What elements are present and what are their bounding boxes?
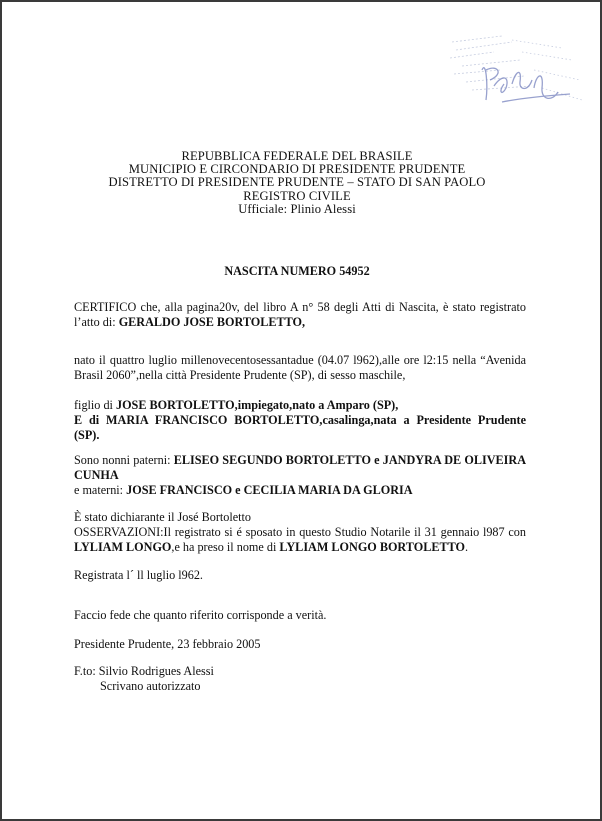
header-district: DISTRETTO DI PRESIDENTE PRUDENTE – STATO DI SAN PAOLO <box>108 175 486 190</box>
father: JOSE BORTOLETTO,impiegato,nato a Amparo (SP), <box>115 398 399 412</box>
stamp-signature <box>442 30 587 120</box>
signature-block <box>74 664 526 694</box>
header-registry: REGISTRO CIVILE <box>243 188 351 203</box>
spouse-new-name: LYLIAM LONGO BORTOLETTO <box>279 540 465 554</box>
signatory-role: Scrivano autorizzato <box>100 679 201 693</box>
registrant-name: GERALDO JOSE BORTOLETTO, <box>118 315 306 329</box>
figlio-prefix: figlio di <box>74 398 116 412</box>
place-date-text: Presidente Prudente, 23 febbraio 2005 <box>74 637 261 651</box>
birth-details: nato il quattro luglio millenovecentosessantadue (04.07 l962),alle ore l2:15 nella “Avenida Brasil 2060”,nella città Presidente Prudente (SP), di sesso maschile, <box>74 353 526 382</box>
registered-on: Registrata l´ ll luglio l962. <box>74 568 203 582</box>
place-date <box>74 637 526 652</box>
header-officer: Ufficiale: Plinio Alessi <box>238 201 356 216</box>
maternal-grandparents: JOSE FRANCISCO e CECILIA MARIA DA GLORIA <box>126 483 413 497</box>
paternal-prefix: Sono nonni paterni: <box>74 453 174 467</box>
maternal-prefix: e materni: <box>74 483 127 497</box>
attestation <box>74 608 526 623</box>
document-title: NASCITA NUMERO 54952 <box>224 264 370 278</box>
observations-text-2: ,e ha preso il nome di <box>171 540 280 554</box>
parents-paragraph <box>74 398 526 443</box>
document-header <box>62 150 532 216</box>
attestation-text: Faccio fede che quanto riferito corrisponde a verità. <box>74 608 327 622</box>
birth-details-paragraph <box>74 353 526 383</box>
observations-text: OSSERVAZIONI:Il registrato si é sposato in questo Studio Notarile il 31 gennaio l987 con <box>74 525 526 539</box>
observations-end: . <box>464 540 469 554</box>
grandparents-paragraph <box>74 453 526 498</box>
observations-paragraph <box>74 510 526 555</box>
signatory: F.to: Silvio Rodrigues Alessi <box>74 664 214 678</box>
header-republic: REPUBBLICA FEDERALE DEL BRASILE <box>181 149 413 163</box>
certifico-paragraph <box>74 300 526 330</box>
paternal-grandparents: ELISEO SEGUNDO BORTOLETTO e JANDYRA DE OLIVEIRA CUNHA <box>74 453 526 482</box>
header-municipality: MUNICIPIO E CIRCONDARIO DI PRESIDENTE PRUDENTE <box>128 162 466 177</box>
spouse-name: LYLIAM LONGO <box>74 540 172 554</box>
declarant: È stato dichiarante il José Bortoletto <box>74 510 252 524</box>
mother: E di MARIA FRANCISCO BORTOLETTO,casalinga,nata a Presidente Prudente (SP). <box>74 413 526 442</box>
certifico-text: CERTIFICO che, alla pagina20v, del libro A n° 58 degli Atti di Nascita, è stato registrato l’atto di: <box>74 300 526 329</box>
registration-date <box>74 568 526 583</box>
